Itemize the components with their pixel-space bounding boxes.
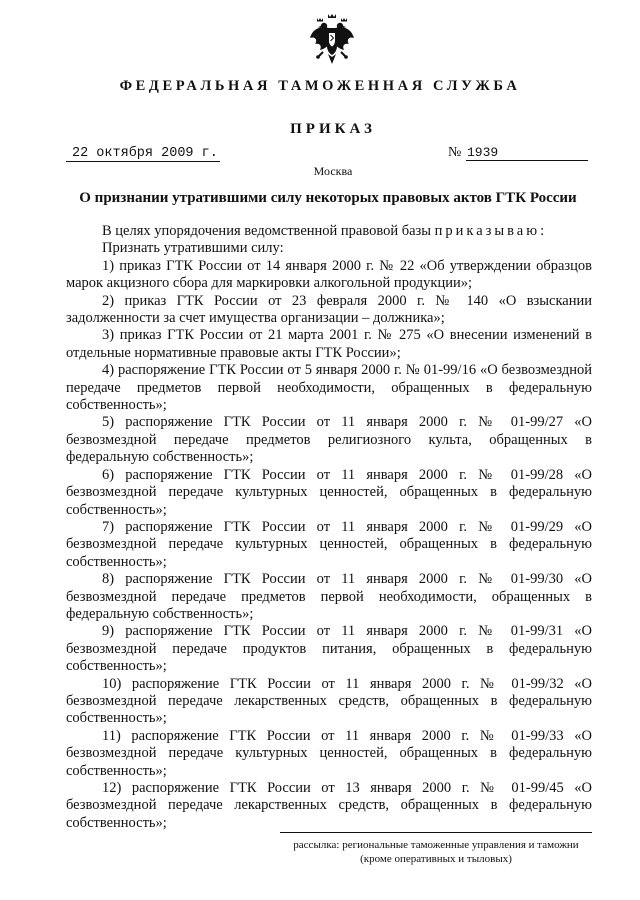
list-item: 5) распоряжение ГТК России от 11 января 2000 г. № 01-99/27 «О безвозмездной передаче предметов религиозного культа, обращенных в федеральную собственность»; — [66, 414, 592, 466]
document-date: 22 октября 2009 г. — [66, 146, 220, 162]
distribution-line-2: (кроме оперативных и тыловых) — [360, 853, 512, 865]
intro-tail: : — [540, 223, 545, 239]
coat-of-arms-icon — [309, 12, 355, 66]
list-item: 6) распоряжение ГТК России от 11 января 2000 г. № 01-99/28 «О безвозмездной передаче культурных ценностей, обращенных в федеральную собственность»; — [66, 466, 592, 518]
agency-name: ФЕДЕРАЛЬНАЯ ТАМОЖЕННАЯ СЛУЖБА — [119, 78, 521, 94]
list-item: 9) распоряжение ГТК России от 11 января 2000 г. № 01-99/31 «О безвозмездной передаче продуктов питания, обращенных в федеральную собственность»; — [66, 623, 592, 675]
list-item: 12) распоряжение ГТК России от 13 января 2000 г. № 01-99/45 «О безвозмездной передаче лекарственных средств, обращенных в федеральную собственность»; — [66, 780, 592, 831]
document-number: 1939 — [466, 145, 588, 161]
distribution-line-1: рассылка: региональные таможенные управления и таможни — [293, 839, 579, 851]
list-item: 8) распоряжение ГТК России от 11 января 2000 г. № 01-99/30 «О безвозмездной передаче предметов первой необходимости, обращенных в федеральную собственность»; — [66, 571, 592, 622]
list-item: 11) распоряжение ГТК России от 11 января 2000 г. № 01-99/33 «О безвозмездной передаче культурных ценностей, обращенных в федеральную собственность»; — [66, 727, 592, 779]
list-item: 7) распоряжение ГТК России от 11 января 2000 г. № 01-99/29 «О безвозмездной передаче культурных ценностей, обращенных в федеральную собственность»; — [66, 518, 592, 570]
intro-order-word: приказываю — [434, 223, 541, 239]
distribution-note — [266, 838, 606, 866]
document-city: Москва — [313, 164, 353, 178]
intro-line2: Признать утратившими силу: — [102, 240, 284, 257]
list-item: 2) приказ ГТК России от 23 февраля 2000 г. № 140 «О взыскании задолженности за счет имущества организации – должника»; — [66, 292, 592, 327]
document-number-line — [448, 145, 592, 161]
list-item: 10) распоряжение ГТК России от 11 января 2000 г. № 01-99/32 «О безвозмездной передаче лекарственных средств, обращенных в федеральную собственность»; — [66, 675, 592, 727]
list-item: 1) приказ ГТК России от 14 января 2000 г. № 22 «Об утверждении образцов марок акцизного сбора для маркировки алкогольной продукции»; — [66, 257, 592, 292]
number-sign: № — [448, 145, 462, 160]
footer-divider — [280, 832, 592, 833]
list-item: 4) распоряжение ГТК России от 5 января 2000 г. № 01-99/16 «О безвозмездной передаче предметов первой необходимости, обращенных в федеральную собственность»; — [66, 362, 592, 414]
document-type: ПРИКАЗ — [290, 121, 376, 137]
list-item: 3) приказ ГТК России от 21 марта 2001 г. № 275 «О внесении изменений в отдельные нормативные правовые акты ГТК России»; — [66, 327, 592, 361]
document-body — [66, 223, 592, 832]
document-title: О признании утратившими силу некоторых правовых актов ГТК России — [79, 190, 577, 206]
intro-paragraph — [66, 223, 592, 240]
intro-lead: В целях упорядочения ведомственной правовой базы — [102, 223, 435, 239]
